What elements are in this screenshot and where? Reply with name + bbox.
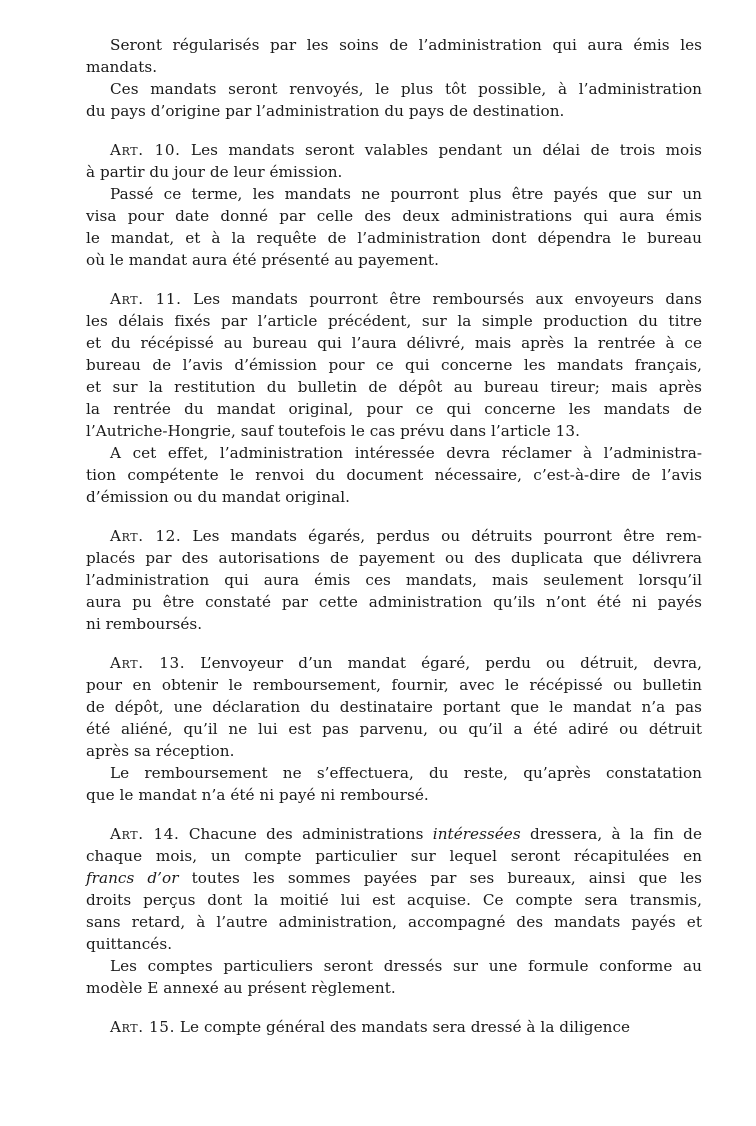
- text-line: [86, 674, 702, 696]
- text-run: l’administration qui aura émis ces mandats, mais seulement lorsqu’il: [86, 571, 702, 589]
- text-run: du pays d’origine par l’administration du pays de destination.: [86, 102, 565, 120]
- text-line: [86, 464, 702, 486]
- text-line: [86, 354, 702, 376]
- text-run: les délais fixés par l’article précédent, sur la simple production du titre: [86, 312, 702, 330]
- text-run: placés par des autorisations de payement ou des duplicata que délivrera: [86, 549, 702, 567]
- text-line: [86, 955, 702, 977]
- italic-term: intéressées: [432, 825, 521, 843]
- text-line: [86, 100, 702, 122]
- text-run: modèle E annexé au présent règlement.: [86, 979, 396, 997]
- text-line: [86, 867, 702, 889]
- article-label: Art. 13.: [110, 654, 186, 672]
- text-run: sans retard, à l’autre administration, accompagné des mandats payés et: [86, 913, 702, 931]
- text-line: [86, 442, 702, 464]
- text-run: de dépôt, une déclaration du destinataire portant que le mandat n’a pas: [86, 698, 702, 716]
- text-line: [86, 911, 702, 933]
- text-line: [86, 569, 702, 591]
- article-label: Art. 15.: [110, 1018, 176, 1036]
- text-line: [86, 227, 702, 249]
- text-line: [86, 1016, 702, 1038]
- text-run: Les comptes particuliers seront dressés sur une formule conforme au: [110, 957, 702, 975]
- text-run: ni remboursés.: [86, 615, 203, 633]
- italic-term: francs d’or: [86, 869, 179, 887]
- text-line: [86, 613, 702, 635]
- text-line: [86, 332, 702, 354]
- text-line: [86, 486, 702, 508]
- text-line: [86, 525, 702, 547]
- text-run: dressera, à la fin de: [520, 825, 702, 843]
- text-run: droits perçus dont la moitié lui est acquise. Ce compte sera transmis,: [86, 891, 702, 909]
- text-run: été aliéné, qu’il ne lui est pas parvenu, ou qu’il a été adiré ou détruit: [86, 720, 702, 738]
- article-label: Art. 10.: [110, 141, 181, 159]
- text-line: [86, 161, 702, 183]
- text-run: quittancés.: [86, 935, 173, 953]
- text-line: [86, 139, 702, 161]
- text-line: [86, 376, 702, 398]
- text-line: [86, 205, 702, 227]
- text-run: et sur la restitution du bulletin de dépôt au bureau tireur; mais après: [86, 378, 702, 396]
- text-line: [86, 398, 702, 420]
- text-line: [86, 56, 702, 78]
- article-label: Art. 14.: [110, 825, 180, 843]
- text-run: Les mandats pourront être remboursés aux envoyeurs dans: [181, 290, 702, 308]
- article-11: [86, 288, 702, 442]
- paragraph-gap: [86, 999, 702, 1016]
- text-line: [86, 78, 702, 100]
- text-run: L’envoyeur d’un mandat égaré, perdu ou détruit, devra,: [185, 654, 702, 672]
- text-line: [86, 249, 702, 271]
- text-run: Le compte général des mandats sera dressé à la diligence: [175, 1018, 631, 1036]
- text-run: Seront régularisés par les soins de l’administration qui aura émis les: [110, 36, 702, 54]
- text-run: l’Autriche-Hongrie, sauf toutefois le cas prévu dans l’article 13.: [86, 422, 580, 440]
- text-run: où le mandat aura été présenté au payement.: [86, 251, 439, 269]
- text-run: la rentrée du mandat original, pour ce qui concerne les mandats de: [86, 400, 702, 418]
- text-run: A cet effet, l’administration intéressée devra réclamer à l’administra-: [110, 444, 702, 462]
- text-run: mandats.: [86, 58, 158, 76]
- text-line: [86, 762, 702, 784]
- text-run: bureau de l’avis d’émission pour ce qui concerne les mandats français,: [86, 356, 702, 374]
- text-line: [86, 183, 702, 205]
- paragraph: [86, 78, 702, 122]
- text-run: le mandat, et à la requête de l’administration dont dépendra le bureau: [86, 229, 702, 247]
- text-run: et du récépissé au bureau qui l’aura délivré, mais après la rentrée à ce: [86, 334, 702, 352]
- text-line: [86, 823, 702, 845]
- text-line: [86, 591, 702, 613]
- text-line: [86, 652, 702, 674]
- text-run: Les mandats égarés, perdus ou détruits pourront être rem-: [181, 527, 702, 545]
- paragraph: [86, 442, 702, 508]
- paragraph-gap: [86, 806, 702, 823]
- text-run: après sa réception.: [86, 742, 235, 760]
- text-run: à partir du jour de leur émission.: [86, 163, 343, 181]
- text-run: tion compétente le renvoi du document nécessaire, c’est-à-dire de l’avis: [86, 466, 702, 484]
- text-line: [86, 784, 702, 806]
- article-13: [86, 652, 702, 762]
- paragraph-gap: [86, 122, 702, 139]
- text-run: pour en obtenir le remboursement, fournir, avec le récépissé ou bulletin: [86, 676, 702, 694]
- text-run: aura pu être constaté par cette administration qu’ils n’ont été ni payés: [86, 593, 702, 611]
- text-run: toutes les sommes payées par ses bureaux, ainsi que les: [178, 869, 702, 887]
- article-label: Art. 12.: [110, 527, 182, 545]
- text-line: [86, 845, 702, 867]
- text-run: d’émission ou du mandat original.: [86, 488, 351, 506]
- paragraph-gap: [86, 508, 702, 525]
- paragraph-gap: [86, 635, 702, 652]
- article-15: [86, 1016, 702, 1038]
- text-run: visa pour date donné par celle des deux administrations qui aura émis: [86, 207, 702, 225]
- text-line: [86, 288, 702, 310]
- text-line: [86, 696, 702, 718]
- text-line: [86, 889, 702, 911]
- paragraph: [86, 955, 702, 999]
- text-line: [86, 718, 702, 740]
- paragraph: [86, 762, 702, 806]
- article-14: [86, 823, 702, 955]
- paragraph: [86, 34, 702, 78]
- text-run: Ces mandats seront renvoyés, le plus tôt possible, à l’administration: [110, 80, 702, 98]
- text-run: Les mandats seront valables pendant un délai de trois mois: [180, 141, 702, 159]
- text-line: [86, 547, 702, 569]
- text-line: [86, 310, 702, 332]
- article-10: [86, 139, 702, 183]
- text-run: Le remboursement ne s’effectuera, du reste, qu’après constatation: [110, 764, 702, 782]
- text-line: [86, 933, 702, 955]
- text-line: [86, 740, 702, 762]
- text-line: [86, 420, 702, 442]
- text-run: Chacune des administrations: [179, 825, 433, 843]
- text-run: Passé ce terme, les mandats ne pourront plus être payés que sur un: [110, 185, 702, 203]
- paragraph: [86, 183, 702, 271]
- text-line: [86, 977, 702, 999]
- article-label: Art. 11.: [110, 290, 182, 308]
- text-run: que le mandat n’a été ni payé ni remboursé.: [86, 786, 429, 804]
- text-line: [86, 34, 702, 56]
- paragraph-gap: [86, 271, 702, 288]
- text-run: chaque mois, un compte particulier sur lequel seront récapitulées en: [86, 847, 702, 865]
- article-12: [86, 525, 702, 635]
